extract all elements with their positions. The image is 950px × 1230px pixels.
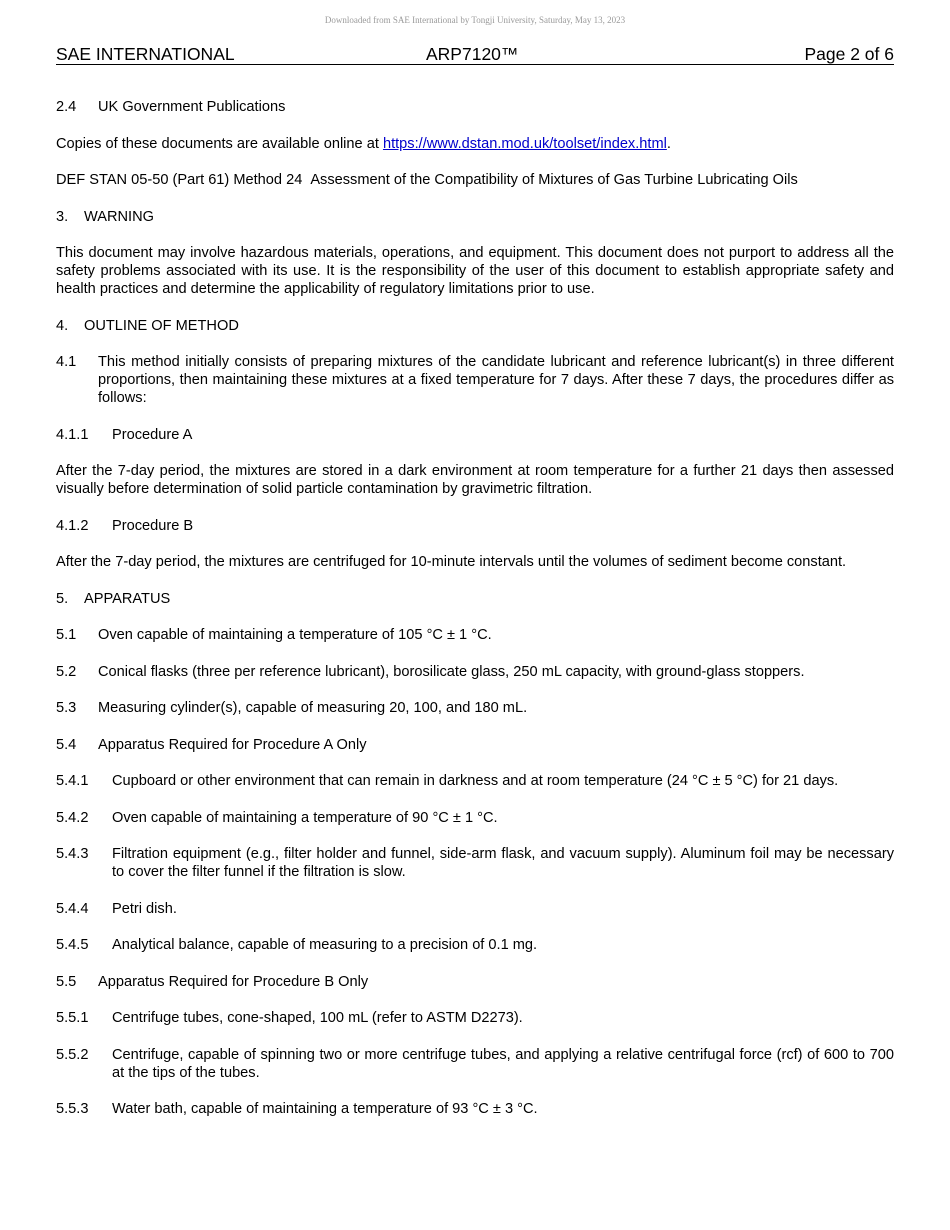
section-5-4-3 [56, 845, 894, 881]
header-doc-id: ARP7120™ [426, 44, 519, 64]
document-body [56, 98, 894, 1137]
section-number: 5.5 [56, 973, 77, 990]
section-number: 2.4 [56, 99, 77, 115]
section-text: Centrifuge, capable of spinning two or more centrifuge tubes, and applying a relative centrifugal force (rcf) of 600 to 700 at the tips of the tubes. [112, 1046, 894, 1081]
section-text: Measuring cylinder(s), capable of measuring 20, 100, and 180 mL. [98, 700, 528, 716]
section-number: 5.4.1 [56, 773, 89, 789]
reference-id: DEF STAN 05-50 (Part 61) Method 24 [56, 172, 303, 188]
section-text: Filtration equipment (e.g., filter holder and funnel, side-arm flask, and vacuum supply). Aluminum foil may be necessary to cover the filter funnel if the filtration is slow. [112, 846, 894, 880]
section-2-4-heading [56, 98, 894, 116]
section-number: 5. [56, 590, 69, 607]
section-5-4-4 [56, 900, 894, 918]
section-number: 5.4.4 [56, 900, 89, 917]
section-text: Analytical balance, capable of measuring to a precision of 0.1 mg. [112, 937, 538, 953]
section-4-1-2-heading [56, 517, 894, 535]
procedure-b-paragraph: After the 7-day period, the mixtures are centrifuged for 10-minute intervals until the volumes of sediment become constant. [56, 554, 847, 570]
section-number: 5.2 [56, 663, 77, 680]
section-number: 5.1 [56, 627, 77, 643]
download-watermark: Downloaded from SAE International by Tongji University, Saturday, May 13, 2023 [324, 15, 626, 25]
section-number: 4.1 [56, 354, 77, 370]
section-number: 4. [56, 317, 69, 334]
section-number: 5.4.5 [56, 937, 89, 953]
procedure-a-paragraph: After the 7-day period, the mixtures are stored in a dark environment at room temperature for a further 21 days then assessed visually before determination of solid particle contamination by gravimetric filtration. [56, 463, 894, 497]
section-4-1-1-heading [56, 426, 894, 444]
section-number: 5.4 [56, 736, 77, 753]
section-5-1 [56, 626, 894, 644]
section-text: Water bath, capable of maintaining a temperature of 93 °C ± 3 °C. [112, 1101, 538, 1117]
section-4-1 [56, 353, 894, 407]
section-5-4-1 [56, 772, 894, 790]
copies-paragraph: Copies of these documents are available online at https://www.dstan.mod.uk/toolset/index.html. [56, 135, 671, 152]
section-text: Centrifuge tubes, cone-shaped, 100 mL (refer to ASTM D2273). [112, 1010, 523, 1026]
reference-title: Assessment of the Compatibility of Mixtures of Gas Turbine Lubricating Oils [310, 172, 798, 188]
section-5-2 [56, 663, 894, 681]
section-5-5-3 [56, 1100, 894, 1118]
section-number: 5.5.3 [56, 1101, 89, 1117]
section-title: WARNING [84, 208, 154, 225]
section-text: Apparatus Required for Procedure A Only [98, 736, 367, 753]
section-number: 5.5.1 [56, 1010, 89, 1026]
section-text: Apparatus Required for Procedure B Only [98, 973, 369, 990]
section-5-4-2 [56, 809, 894, 827]
section-number: 4.1.2 [56, 517, 89, 534]
header-page-number: Page 2 of 6 [804, 44, 894, 64]
section-number: 5.5.2 [56, 1046, 89, 1063]
section-title: APPARATUS [84, 590, 171, 607]
section-5-3 [56, 699, 894, 717]
section-text: Petri dish. [112, 900, 177, 917]
section-5-4 [56, 736, 894, 754]
section-5-4-5 [56, 936, 894, 954]
page-header [56, 44, 894, 65]
section-5-5 [56, 973, 894, 991]
header-org: SAE INTERNATIONAL [56, 44, 235, 64]
section-text: Oven capable of maintaining a temperature of 105 °C ± 1 °C. [98, 627, 492, 643]
section-number: 5.4.2 [56, 809, 89, 826]
section-4-heading [56, 317, 894, 335]
section-5-5-2 [56, 1046, 894, 1082]
section-number: 3. [56, 208, 69, 225]
section-5-5-1 [56, 1009, 894, 1027]
def-stan-reference [56, 171, 894, 189]
section-title: Procedure A [112, 426, 193, 443]
section-number: 5.3 [56, 700, 77, 716]
section-number: 5.4.3 [56, 846, 89, 862]
dstan-link[interactable]: https://www.dstan.mod.uk/toolset/index.html [382, 135, 667, 152]
section-text: Oven capable of maintaining a temperature of 90 °C ± 1 °C. [112, 809, 498, 826]
section-text: Conical flasks (three per reference lubricant), borosilicate glass, 250 mL capacity, with ground-glass stoppers. [98, 663, 805, 680]
warning-paragraph: This document may involve hazardous materials, operations, and equipment. This document does not purport to address all the safety problems associated with its use. It is the responsibility of the user of this document to establish appropriate safety and health practices and determine the applicability of regulatory limitations prior to use. [56, 245, 894, 297]
section-title: OUTLINE OF METHOD [84, 317, 239, 334]
section-number: 4.1.1 [56, 426, 89, 443]
section-title: UK Government Publications [98, 99, 286, 115]
section-3-heading [56, 208, 894, 226]
section-text: Cupboard or other environment that can remain in darkness and at room temperature (24 °C ± 5 °C) for 21 days. [112, 773, 839, 789]
section-5-heading [56, 590, 894, 608]
section-text: This method initially consists of preparing mixtures of the candidate lubricant and reference lubricant(s) in three different proportions, then maintaining these mixtures at a fixed temperature for 7 days. After these 7 days, the procedures differ as follows: [98, 354, 894, 406]
section-title: Procedure B [112, 517, 194, 534]
